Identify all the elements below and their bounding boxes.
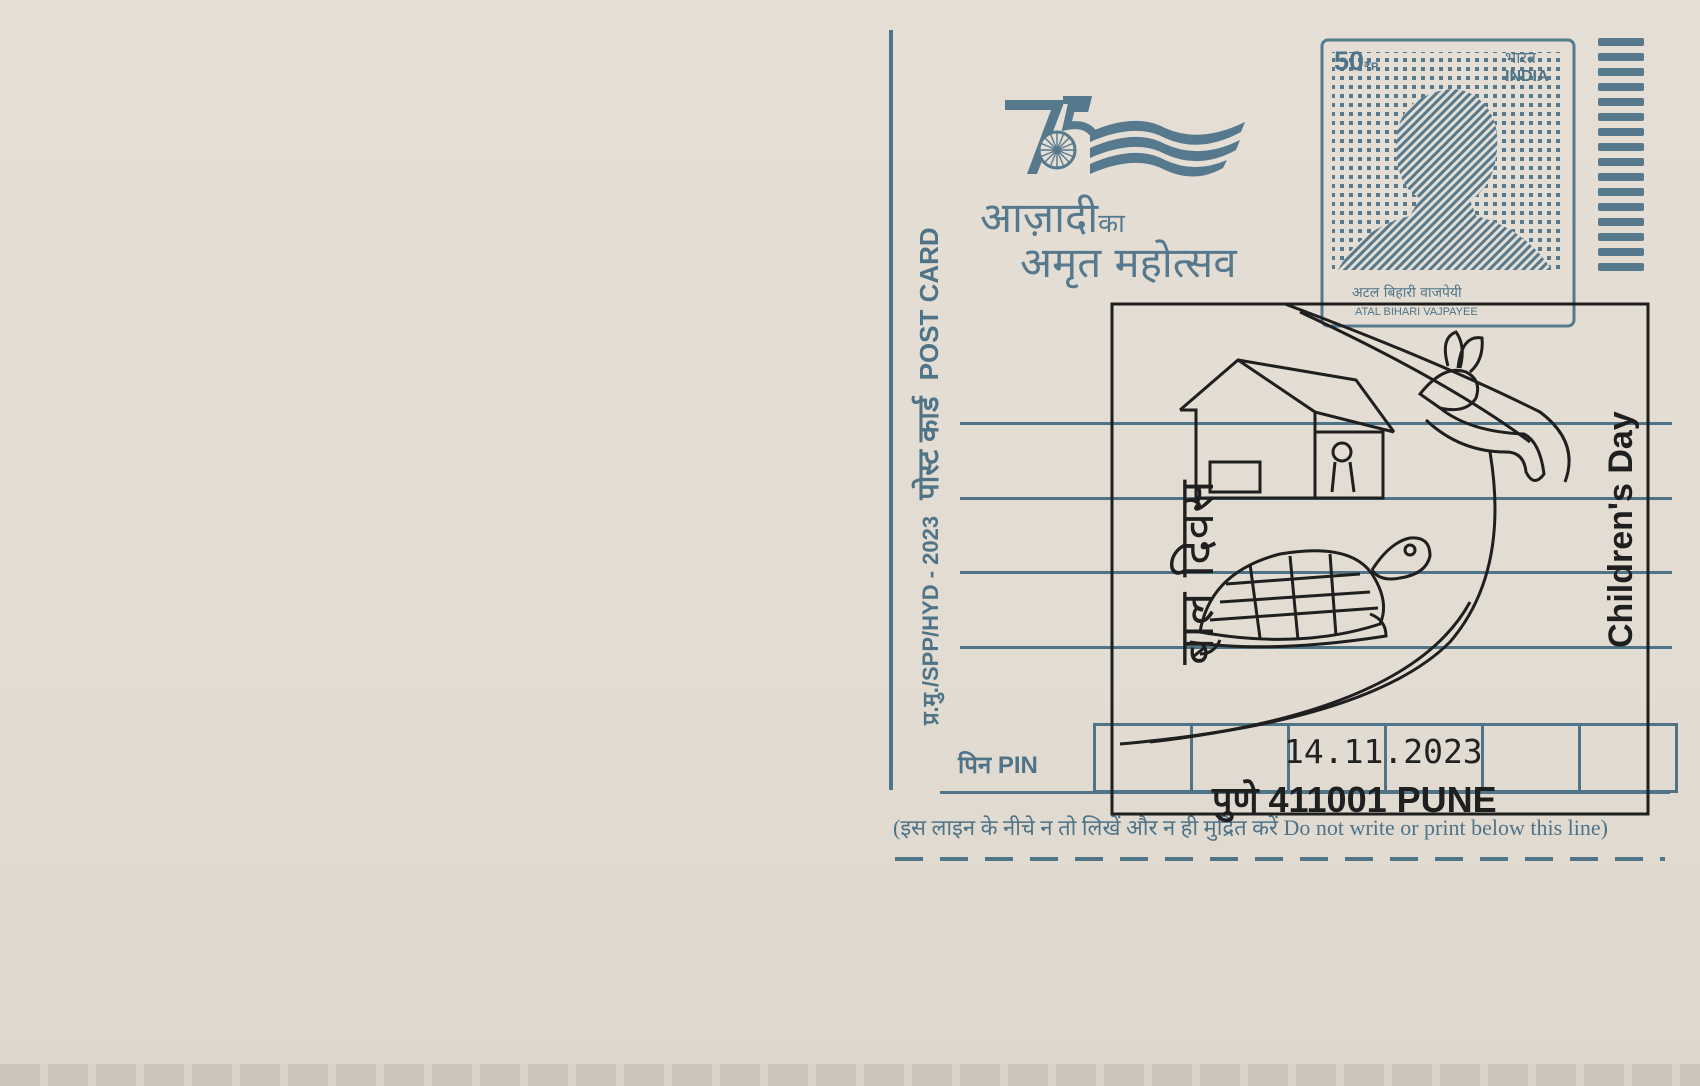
indicia-bars — [1598, 38, 1644, 278]
emblem-azadi: आज़ादी — [980, 193, 1099, 242]
stamp-country-hi: भारत — [1505, 48, 1537, 67]
stamp-portrait-name-en: ATAL BIHARI VAJPAYEE — [1355, 306, 1478, 318]
card-edge — [0, 1064, 1700, 1086]
cancellation-title-hi: बाल दिवस — [1169, 480, 1225, 665]
stamp-value-number: 50 — [1334, 46, 1365, 76]
house-icon — [1180, 360, 1394, 498]
emblem-text-line2: अमृत महोत्सव — [1020, 238, 1237, 287]
licence-code: प्र.मु./SPP/HYD - 2023 — [918, 515, 943, 725]
post-card-label-hi: पोस्ट कार्ड — [913, 396, 945, 500]
stamp-value-unit: ₹ — [1364, 61, 1372, 73]
ashoka-chakra-icon — [1039, 132, 1075, 168]
vertical-divider — [889, 30, 893, 790]
cancellation-title-en: Children's Day — [1602, 411, 1640, 648]
azadi-emblem-icon — [995, 92, 1245, 192]
postcard-side-label — [908, 227, 947, 725]
pin-label: पिन PIN — [958, 752, 1038, 779]
stamp-value — [1334, 46, 1380, 77]
no-write-warning: (इस लाइन के नीचे न तो लिखें और न ही मुद्रित करें Do not write or print below this line) — [893, 815, 1608, 840]
post-card-label-en: POST CARD — [914, 227, 944, 381]
stamp-portrait-name-hi: अटल बिहारी वाजपेयी — [1352, 285, 1462, 301]
emblem-ka: का — [1098, 209, 1125, 239]
stamp-country-en: INDIA — [1505, 68, 1549, 85]
dashed-line — [895, 857, 1665, 861]
stamp-value-paise: P. — [1371, 61, 1381, 73]
cancellation-location: पुणे 411001 PUNE — [1212, 779, 1497, 820]
cancellation-date: 14.11.2023 — [1284, 732, 1483, 771]
